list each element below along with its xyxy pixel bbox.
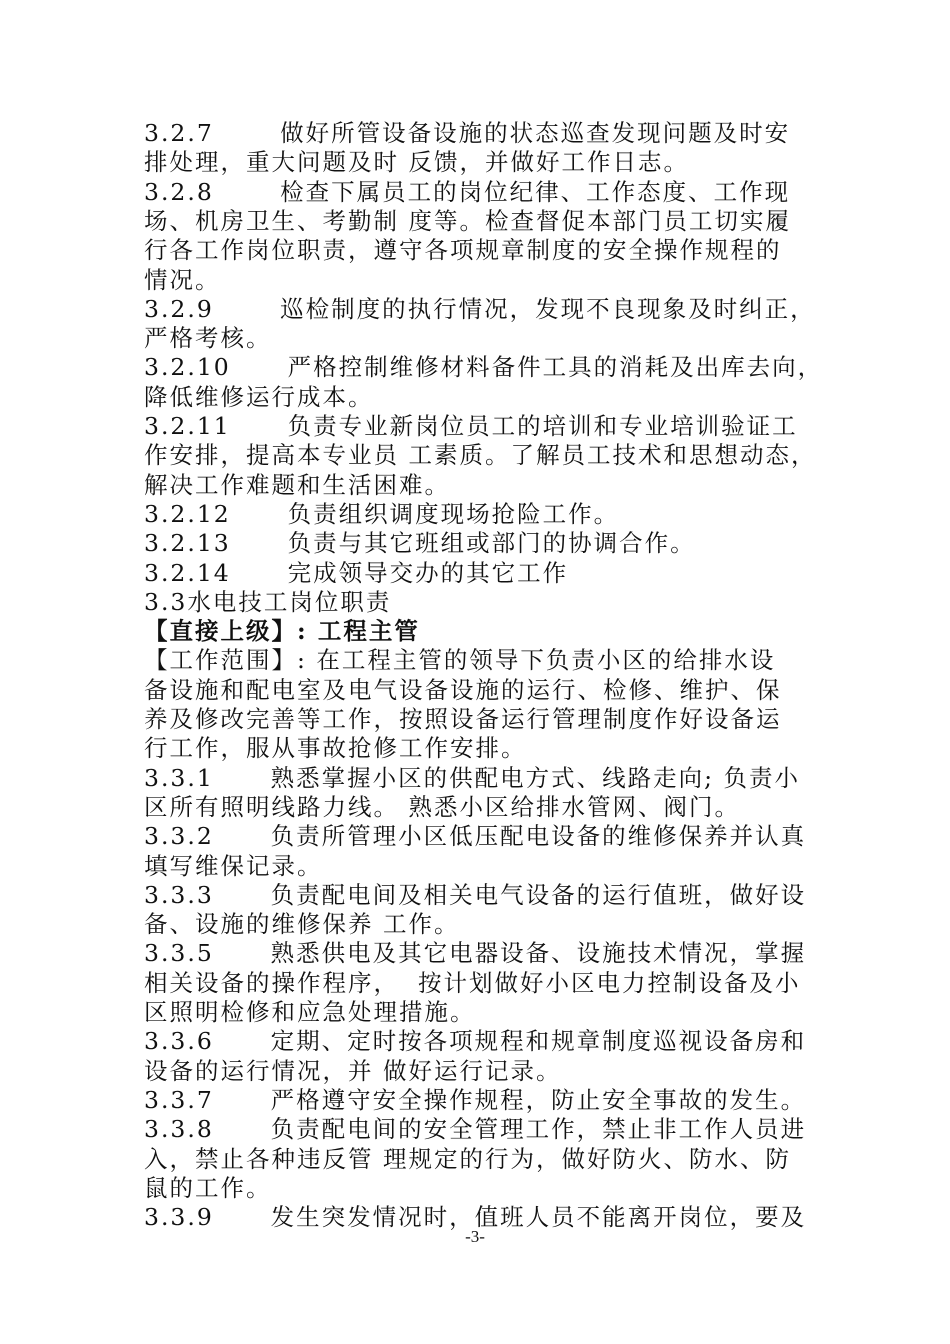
text-line: 区照明检修和应急处理措施。: [144, 998, 476, 1026]
text-line: 3.2.13 负责与其它班组或部门的协调合作。: [144, 529, 696, 558]
text-line: 3.3.6 定期、定时按各项规程和规章制度巡视设备房和: [144, 1027, 807, 1056]
text-line: 3.2.11 负责专业新岗位员工的培训和专业培训验证工: [144, 412, 798, 440]
text-line: 场、机房卫生、考勤制 度等。检查督促本部门员工切实履: [144, 206, 791, 235]
text-line: 3.3.2 负责所管理小区低压配电设备的维修保养并认真: [144, 822, 807, 851]
text-line: 3.3.1 熟悉掌握小区的供配电方式、线路走向; 负责小: [144, 763, 801, 792]
text-line: 3.3.3 负责配电间及相关电气设备的运行值班，做好设: [144, 880, 807, 909]
text-line: 3.2.12 负责组织调度现场抢险工作。: [144, 499, 620, 528]
text-line: 3.2.10 严格控制维修材料备件工具的消耗及出库去向，: [144, 353, 824, 382]
text-line: 备、设施的维修保养 工作。: [144, 910, 460, 939]
text-line: 3.2.7 做好所管设备设施的状态巡查发现问题及时安: [144, 119, 791, 147]
text-line: 降低维修运行成本。: [144, 382, 374, 411]
text-line: 填写维保记录。: [144, 851, 323, 880]
text-line: 3.3.7 严格遵守安全操作规程，防止安全事故的发生。: [144, 1085, 807, 1114]
text-line: 养及修改完善等工作，按照设备运行管理制度作好设备运: [144, 705, 782, 733]
text-line: 鼠的工作。: [144, 1173, 272, 1202]
text-line: 区所有照明线路力线。 熟悉小区给排水管网、阀门。: [144, 792, 740, 821]
text-line: 3.2.8 检查下属员工的岗位纪律、工作态度、工作现: [144, 177, 791, 206]
text-line: 3.3.9 发生突发情况时，值班人员不能离开岗位，要及: [144, 1203, 807, 1232]
direct-superior-line: 【直接上级】: 工程主管: [144, 617, 420, 646]
text-line: 行各工作岗位职责，遵守各项规章制度的安全操作规程的: [144, 236, 782, 265]
text-line: 相关设备的操作程序， 按计划做好小区电力控制设备及小: [144, 968, 801, 997]
text-line: 3.3.8 负责配电间的安全管理工作，禁止非工作人员进: [144, 1115, 807, 1144]
text-line: 备设施和配电室及电气设备设施的运行、检修、维护、保: [144, 675, 782, 704]
text-line: 解决工作难题和生活困难。: [144, 470, 450, 499]
text-line: 入，禁止各种违反管 理规定的行为，做好防火、防水、防: [144, 1144, 791, 1173]
text-line: 3.2.14 完成领导交办的其它工作: [144, 558, 569, 587]
text-line: 3.3.5 熟悉供电及其它电器设备、设施技术情况，掌握: [144, 939, 807, 968]
text-line: 情况。: [144, 265, 221, 294]
text-line: 排处理，重大问题及时 反馈，并做好工作日志。: [144, 148, 689, 177]
text-line: 3.2.9 巡检制度的执行情况，发现不良现象及时纠正，: [144, 294, 816, 323]
page-number: -3-: [465, 1227, 485, 1246]
text-line: 作安排，提高本专业员 工素质。了解员工技术和思想动态，: [144, 441, 817, 470]
section-heading: 3.3水电技工岗位职责: [144, 587, 392, 616]
text-line: 行工作，服从事故抢修工作安排。: [144, 734, 527, 763]
text-line: 严格考核。: [144, 324, 272, 353]
text-line: 【工作范围】: 在工程主管的领导下负责小区的给排水设: [144, 646, 776, 675]
text-line: 设备的运行情况，并 做好运行记录。: [144, 1056, 562, 1085]
